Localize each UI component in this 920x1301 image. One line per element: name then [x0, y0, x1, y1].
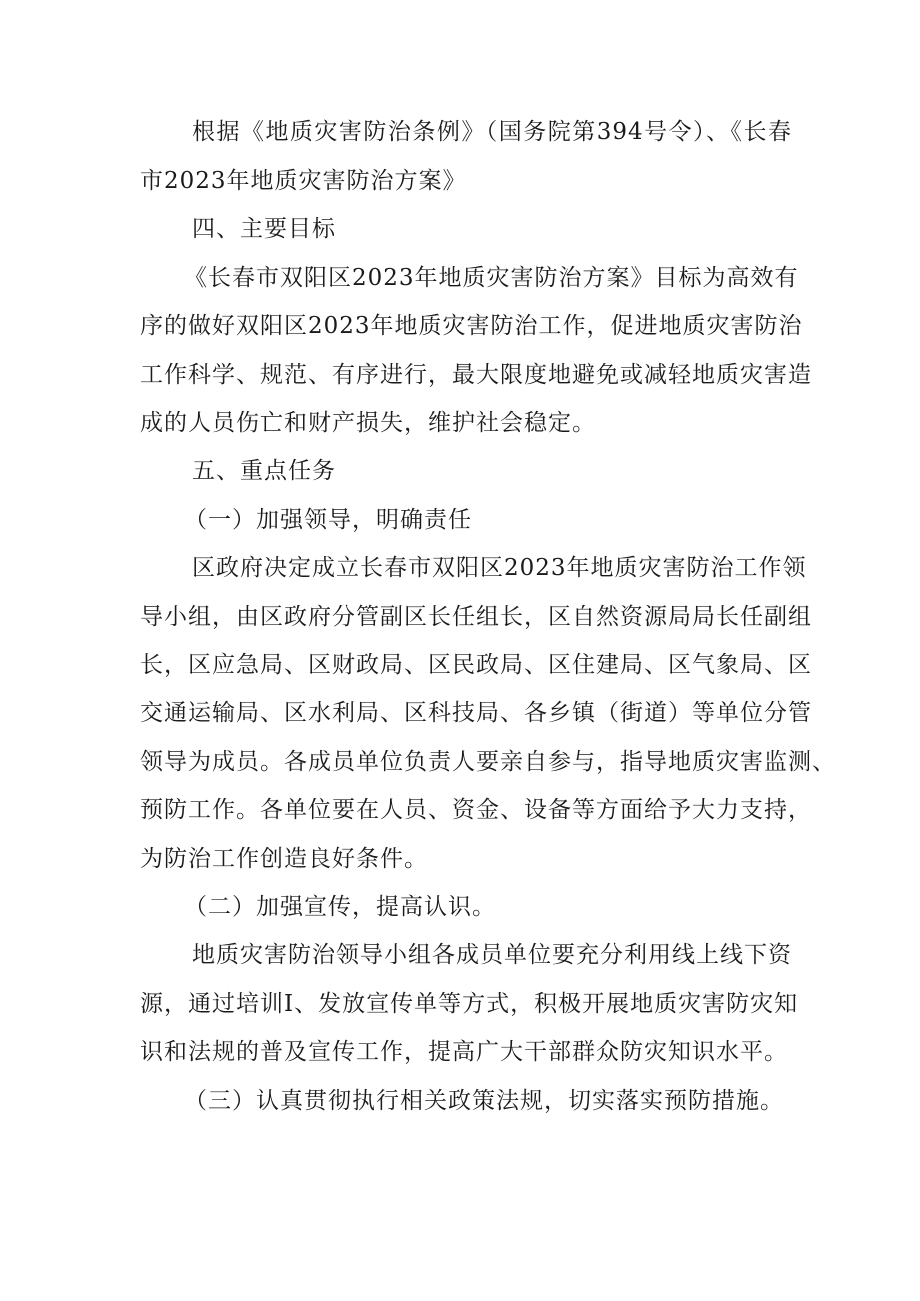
paragraph-line: 根据《地质灾害防治条例》（国务院第394号令）、《长春: [192, 119, 792, 145]
paragraph-line: 为防治工作创造良好条件。: [140, 846, 428, 872]
paragraph-line: 市2023年地质灾害防治方案》: [140, 168, 467, 194]
paragraph-line: 交通运输局、区水利局、区科技局、各乡镇（街道）等单位分管: [140, 700, 812, 726]
subsection-heading: （一）加强领导，明确责任: [184, 507, 472, 533]
paragraph-line: 工作科学、规范、有序进行，最大限度地避免或减轻地质灾害造: [140, 362, 812, 388]
paragraph-line: 源，通过培训I、发放宣传单等方式，积极开展地质灾害防灾知: [140, 991, 799, 1017]
subsection-heading: （三）认真贯彻执行相关政策法规，切实落实预防措施。: [184, 1088, 784, 1114]
paragraph-line: 地质灾害防治领导小组各成员单位要充分利用线上线下资: [192, 942, 792, 968]
paragraph-line: 成的人员伤亡和财产损失，维护社会稳定。: [140, 410, 596, 436]
section-heading: 四、主要目标: [192, 216, 336, 242]
subsection-heading: （二）加强宣传，提高认识。: [184, 894, 496, 920]
section-heading: 五、重点任务: [192, 458, 336, 484]
paragraph-line: 《长春市双阳区2023年地质灾害防治方案》目标为高效有: [184, 265, 799, 291]
paragraph-line: 长，区应急局、区财政局、区民政局、区住建局、区气象局、区: [140, 652, 812, 678]
paragraph-line: 识和法规的普及宣传工作，提高广大干部群众防灾知识水平。: [140, 1039, 788, 1065]
paragraph-line: 序的做好双阳区2023年地质灾害防治工作，促进地质灾害防治: [140, 313, 803, 339]
paragraph-line: 预防工作。各单位要在人员、资金、设备等方面给予大力支持，: [140, 797, 812, 823]
paragraph-line: 区政府决定成立长春市双阳区2023年地质灾害防治工作领: [192, 555, 807, 581]
paragraph-line: 领导为成员。各成员单位负责人要亲自参与，指导地质灾害监测、: [140, 749, 836, 775]
paragraph-line: 导小组，由区政府分管副区长任组长，区自然资源局局长任副组: [140, 604, 812, 630]
